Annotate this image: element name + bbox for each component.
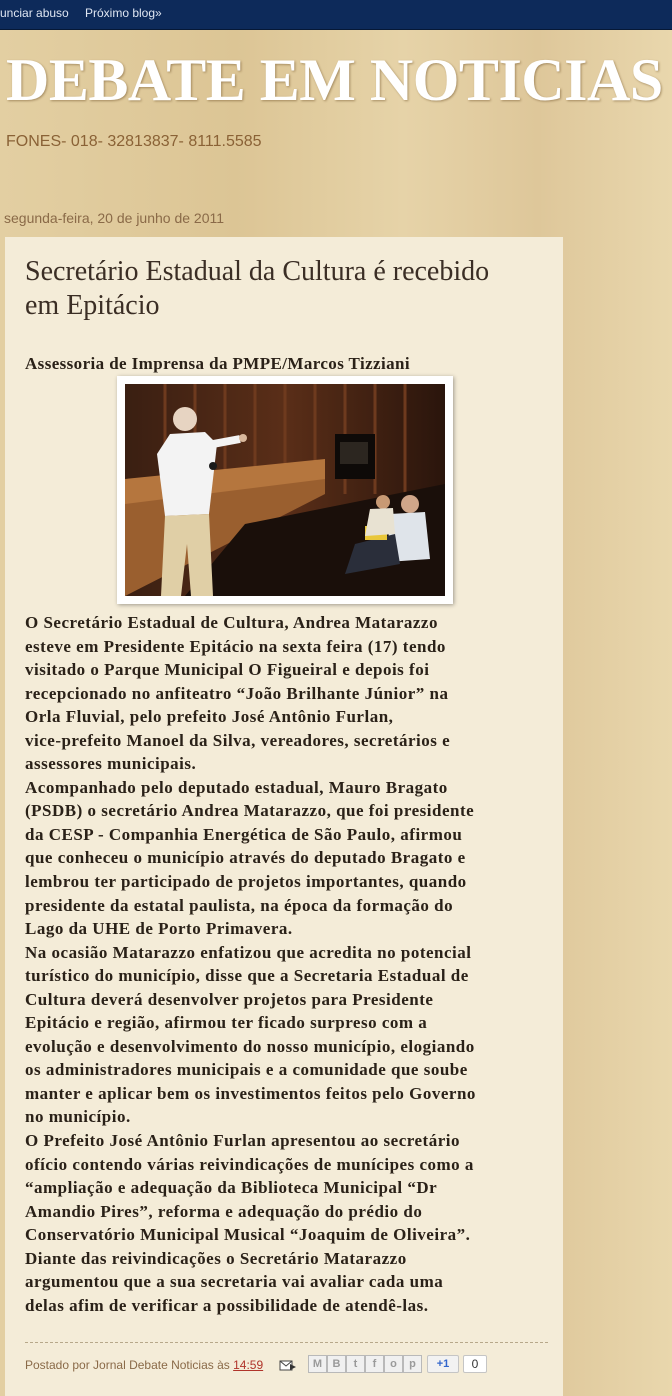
post-body-line: Acompanhado pelo deputado estadual, Mauro Bragato — [25, 777, 448, 797]
blogthis-share-icon[interactable]: B — [327, 1355, 346, 1373]
post-body — [25, 611, 555, 1317]
post-body-line: manter e aplicar bem os investimentos feitos pelo Governo — [25, 1083, 476, 1103]
post-body-line: Orla Fluvial, pelo prefeito José Antônio Furlan, — [25, 707, 394, 727]
facebook-share-icon[interactable]: f — [365, 1355, 384, 1373]
post-body-line: presidente da estatal paulista, na época da formação do — [25, 895, 454, 915]
photo-image — [125, 384, 445, 596]
post-footer — [25, 1354, 555, 1376]
next-blog-link[interactable]: Próximo blog» — [85, 6, 162, 20]
date-header: segunda-feira, 20 de junho de 2011 — [4, 210, 225, 226]
report-abuse-link[interactable]: unciar abuso — [0, 6, 69, 20]
post-body-line: argumentou que a sua secretaria vai avaliar cada uma — [25, 1272, 444, 1292]
post-body-line: da CESP - Companhia Energética de São Paulo, afirmou — [25, 824, 463, 844]
post-title[interactable]: Secretário Estadual da Cultura é recebido em Epitácio — [25, 256, 490, 321]
twitter-share-icon[interactable]: t — [346, 1355, 365, 1373]
post-body-line: (PSDB) o secretário Andrea Matarazzo, que foi presidente — [25, 801, 475, 821]
post-body-line: turístico do município, disse que a Secretaria Estadual de — [25, 966, 469, 986]
buzz-share-icon[interactable]: p — [403, 1355, 422, 1373]
blog-description: FONES- 018- 32813837- 8111.5585 — [6, 133, 262, 150]
post-photo[interactable] — [117, 376, 453, 604]
orkut-share-icon[interactable]: o — [384, 1355, 403, 1373]
post-body-line: Conservatório Municipal Musical “Joaquim de Oliveira”. — [25, 1225, 471, 1245]
post-byline: Assessoria de Imprensa da PMPE/Marcos Tizziani — [25, 354, 411, 373]
post-body-line: assessores municipais. — [25, 754, 197, 774]
post-body-line: Cultura deverá desenvolver projetos para Presidente — [25, 989, 434, 1009]
post-body-line: “ampliação e adequação da Biblioteca Municipal “Dr — [25, 1178, 438, 1198]
post-body-line: visitado o Parque Municipal O Figueiral e depois foi — [25, 660, 430, 680]
post-container — [5, 237, 563, 1396]
plusone-count: 0 — [463, 1355, 487, 1373]
post-body-line: que conheceu o município através do deputado Bragato e — [25, 848, 466, 868]
post-body-line: esteve em Presidente Epitácio na sexta feira (17) tendo — [25, 636, 446, 656]
post-body-line: Lago da UHE de Porto Primavera. — [25, 919, 293, 939]
blogger-navbar — [0, 0, 672, 30]
post-body-line: delas afim de verificar a possibilidade de atendê-las. — [25, 1295, 429, 1315]
post-body-line: recepcionado no anfiteatro “João Brilhante Júnior” na — [25, 683, 449, 703]
post-body-line: Amandio Pires”, reforma e adequação do prédio do — [25, 1201, 423, 1221]
post-timestamp-link[interactable]: 14:59 — [233, 1358, 264, 1372]
post-body-line: O Secretário Estadual de Cultura, Andrea Matarazzo — [25, 613, 438, 632]
posted-by — [25, 1358, 263, 1372]
post-body-line: os administradores municipais e a comunidade que soube — [25, 1060, 468, 1080]
email-post-icon[interactable] — [279, 1358, 297, 1372]
post-body-line: Diante das reivindicações o Secretário Matarazzo — [25, 1248, 407, 1268]
posted-by-text: Postado por Jornal Debate Noticias às — [25, 1358, 234, 1372]
post-body-line: ofício contendo várias reivindicações de munícipes como a — [25, 1154, 474, 1174]
post-divider — [25, 1342, 548, 1343]
post-body-line: lembrou ter participado de projetos importantes, quando — [25, 872, 467, 892]
post-body-line: no município. — [25, 1107, 131, 1127]
blog-title[interactable]: DEBATE EM NOTICIAS — [6, 47, 663, 113]
google-plusone-button[interactable]: +1 — [427, 1355, 459, 1373]
post-body-line: Epitácio e região, afirmou ter ficado surpreso com a — [25, 1013, 428, 1033]
post-body-line: Na ocasião Matarazzo enfatizou que acredita no potencial — [25, 942, 472, 962]
post-body-line: O Prefeito José Antônio Furlan apresentou ao secretário — [25, 1131, 460, 1151]
post-body-line: vice-prefeito Manoel da Silva, vereadores, secretários e — [25, 730, 451, 750]
post-body-line: evolução e desenvolvimento do nosso município, elogiando — [25, 1036, 475, 1056]
email-share-icon[interactable]: M — [308, 1355, 327, 1373]
share-buttons — [308, 1355, 422, 1373]
